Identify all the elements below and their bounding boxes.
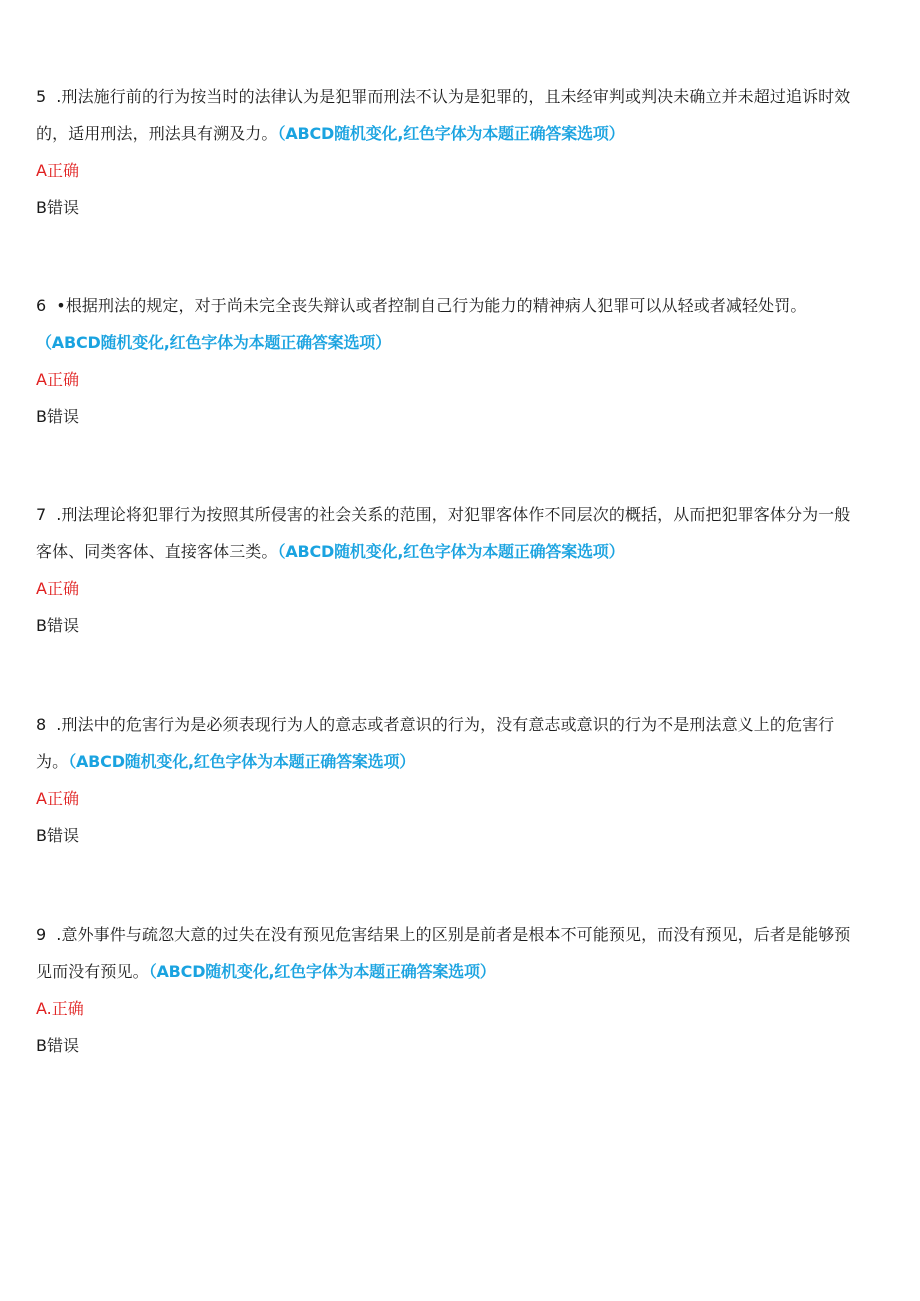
option-a: A正确 <box>36 579 79 598</box>
question-body: .刑法理论将犯罪行为按照其所侵害的社会关系的范围，对犯罪客体作不同层次的概括，从而把犯罪客体分为一般客体、同类客体、直接客体三类。 <box>36 505 851 561</box>
question-number: 5 <box>36 87 47 106</box>
option-a: A正确 <box>36 370 79 389</box>
question-text <box>36 496 856 570</box>
question-number: 9 <box>36 925 47 944</box>
question-body: .意外事件与疏忽大意的过失在没有预见危害结果上的区别是前者是根本不可能预见，而没有预见，后者是能够预见而没有预见。 <box>36 925 851 981</box>
answer-hint: （ABCD随机变化,红色字体为本题正确答案选项） <box>68 752 416 771</box>
question-8 <box>36 706 856 854</box>
option-b: B错误 <box>36 616 79 635</box>
option-b: B错误 <box>36 826 79 845</box>
question-7 <box>36 496 856 644</box>
answer-hint: （ABCD随机变化,红色字体为本题正确答案选项） <box>148 962 496 981</box>
question-text <box>36 706 856 780</box>
answer-hint: （ABCD随机变化,红色字体为本题正确答案选项） <box>277 124 625 143</box>
option-b: B错误 <box>36 407 79 426</box>
question-text <box>36 78 856 152</box>
answer-hint: （ABCD随机变化,红色字体为本题正确答案选项） <box>277 542 625 561</box>
option-a: A.正确 <box>36 999 84 1018</box>
question-6 <box>36 287 856 435</box>
question-number: 8 <box>36 715 47 734</box>
option-b: B错误 <box>36 1036 79 1055</box>
question-body: •根据刑法的规定，对于尚未完全丧失辩认或者控制自己行为能力的精神病人犯罪可以从轻或者减轻处罚。 <box>56 296 807 315</box>
question-9 <box>36 916 856 1064</box>
answer-hint: （ABCD随机变化,红色字体为本题正确答案选项） <box>36 333 391 352</box>
option-a: A正确 <box>36 789 79 808</box>
question-5 <box>36 78 856 226</box>
question-text <box>36 916 856 990</box>
option-b: B错误 <box>36 198 79 217</box>
question-body: .刑法施行前的行为按当时的法律认为是犯罪而刑法不认为是犯罪的，且未经审判或判决未确立并未超过追诉时效的，适用刑法，刑法具有溯及力。 <box>36 87 851 143</box>
question-text <box>36 287 856 361</box>
question-body: .刑法中的危害行为是必须表现行为人的意志或者意识的行为，没有意志或意识的行为不是刑法意义上的危害行为。 <box>36 715 835 771</box>
question-number: 7 <box>36 505 47 524</box>
question-number: 6 <box>36 296 47 315</box>
option-a: A正确 <box>36 161 79 180</box>
